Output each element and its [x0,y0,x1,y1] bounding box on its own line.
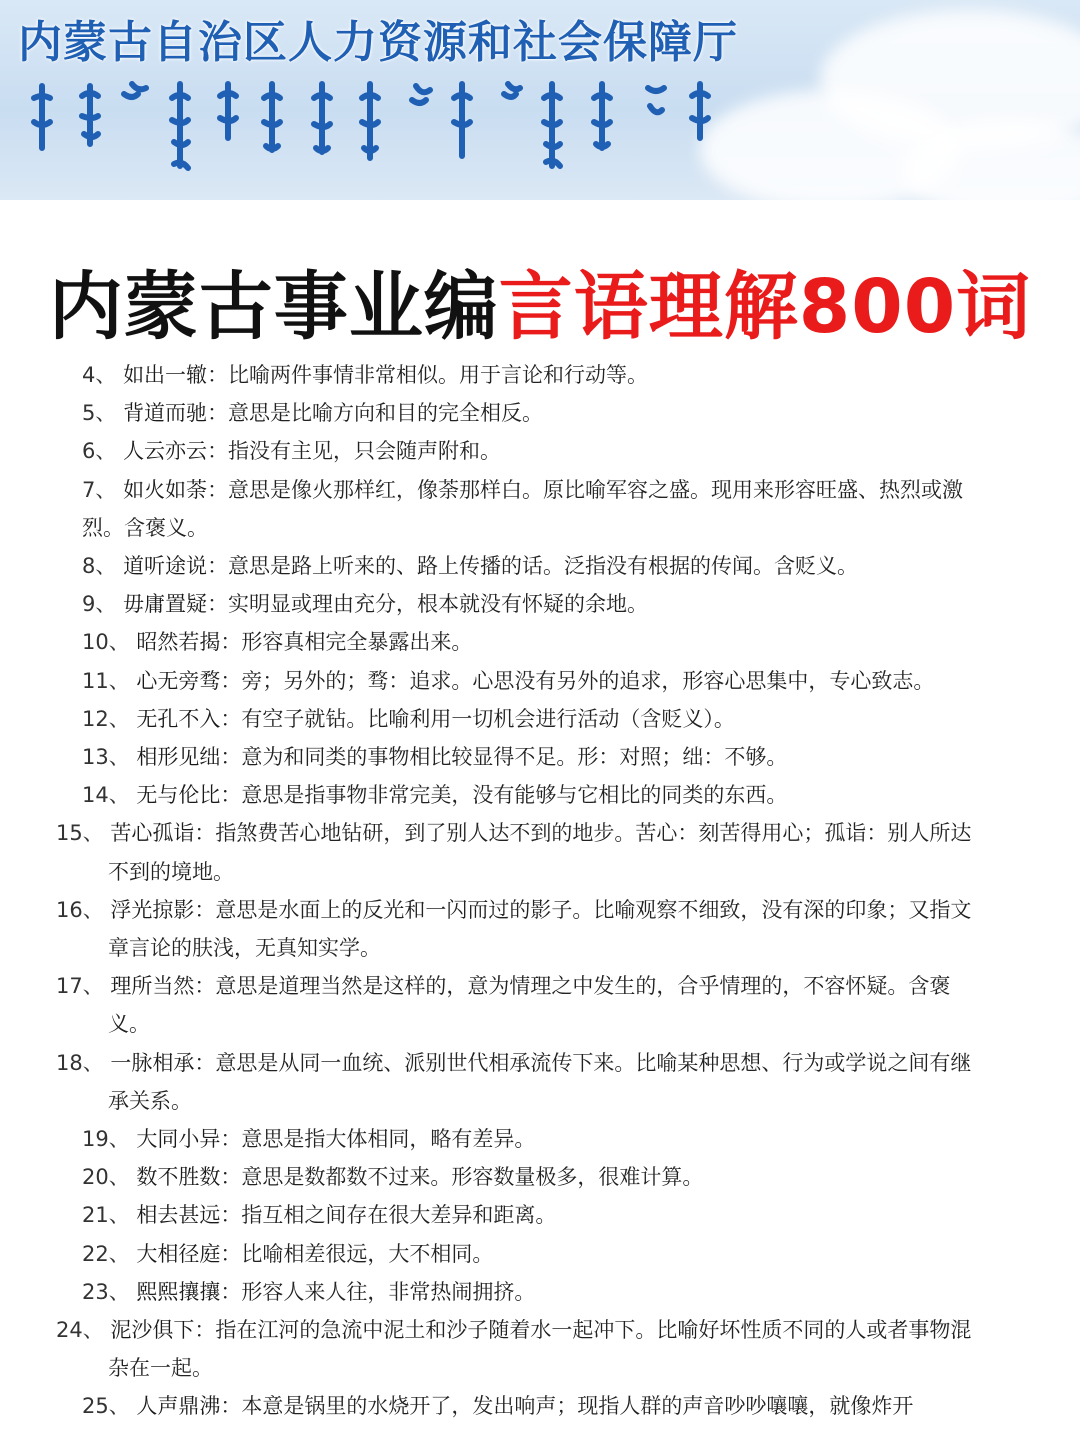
entry-term: 人声鼎沸 [136,1394,221,1419]
entry-term: 理所当然 [110,974,195,999]
list-item [56,814,982,890]
entry-term: 无与伦比 [136,783,221,808]
list-item [82,471,982,547]
entry-definition: ：有空子就钻。比喻利用一切机会进行活动（含贬义）。 [220,706,735,731]
entry-term: 如火如荼 [123,477,208,502]
entry-number: 23、 [82,1279,130,1304]
entry-term: 浮光掠影 [110,897,195,922]
entry-definition: ：意思是道理当然是这样的，意为情理之中发生的，合乎情理的，不容怀疑。含褒义。 [108,974,951,1037]
list-item [82,1120,982,1158]
list-item [82,356,982,394]
entry-number: 21、 [82,1203,130,1228]
entry-term: 心无旁骛 [136,668,221,693]
entry-number: 15、 [56,821,104,846]
list-item [82,738,982,776]
entry-definition: ：比喻两件事情非常相似。用于言论和行动等。 [207,363,649,387]
list-item [82,1196,982,1234]
entry-number: 11、 [82,668,130,693]
entry-number: 25、 [82,1394,130,1419]
list-item [82,700,982,738]
entry-number: 10、 [82,630,130,655]
entry-definition: ：实明显或理由充分，根本就没有怀疑的余地。 [207,592,649,617]
entry-term: 数不胜数 [136,1165,221,1190]
entry-definition: ：意思是像火那样红，像荼那样白。原比喻军容之盛。现用来形容旺盛、热烈或激烈。含褒义。 [82,477,964,540]
entry-term: 背道而驰 [123,401,208,426]
entry-term: 毋庸置疑 [123,592,208,617]
entry-number: 12、 [82,706,130,731]
entry-number: 13、 [82,745,130,770]
entry-definition: ：指煞费苦心地钻研，到了别人达不到的地步。苦心：刻苦得用心；孤诣：别人所达不到的境地。 [108,821,972,884]
entry-definition: ：意思是水面上的反光和一闪而过的影子。比喻观察不细致，没有深的印象；又指文章言论的肤浅，无真知实学。 [108,897,972,961]
entry-term: 泥沙俱下 [110,1318,195,1343]
entry-number: 5、 [82,401,117,426]
entry-definition: ：意思是指大体相同，略有差异。 [220,1127,536,1152]
list-item [82,662,982,700]
list-item [82,623,982,661]
entry-definition: ：指互相之间存在很大差异和距离。 [220,1203,557,1228]
list-item [56,891,982,967]
entry-definition: ：指没有主见，只会随声附和。 [207,439,502,464]
entry-number: 4、 [82,363,117,387]
entry-definition: ：意为和同类的事物相比较显得不足。形：对照；绌：不够。 [220,745,788,770]
entry-term: 无孔不入 [136,706,221,731]
list-item [82,1235,982,1273]
list-item [56,1311,982,1387]
entry-definition: ：形容真相完全暴露出来。 [220,630,473,655]
entry-number: 18、 [56,1050,104,1075]
list-item [82,394,982,432]
entry-definition: ：意思是数都数不过来。形容数量极多，很难计算。 [220,1165,704,1190]
vocabulary-list [56,356,982,1426]
entry-number: 16、 [56,897,104,922]
entry-number: 6、 [82,439,117,464]
entry-term: 大相径庭 [136,1241,221,1266]
list-item [82,547,982,585]
list-item [56,967,982,1043]
list-item [56,1044,982,1120]
list-item [82,1387,982,1425]
entry-term: 苦心孤诣 [110,821,195,846]
entry-term: 相形见绌 [136,745,221,770]
entry-term: 大同小异 [136,1127,221,1152]
entry-number: 20、 [82,1165,130,1190]
list-item [82,585,982,623]
entry-term: 一脉相承 [110,1050,195,1075]
entry-number: 7、 [82,477,117,502]
entry-number: 14、 [82,783,130,808]
entry-definition: ：意思是路上听来的、路上传播的话。泛指没有根据的传闻。含贬义。 [207,554,859,579]
entry-definition: ：意思是从同一血统、派别世代相承流传下来。比喻某种思想、行为或学说之间有继承关系。 [108,1050,972,1113]
entry-term: 人云亦云 [123,439,208,464]
entry-number: 19、 [82,1127,130,1152]
header-banner [0,0,1080,200]
list-item [82,432,982,470]
list-item [82,776,982,814]
entry-term: 昭然若揭 [136,630,221,655]
banner-title: 内蒙古自治区人力资源和社会保障厅 [18,17,738,68]
entry-number: 24、 [56,1318,104,1343]
entry-definition: ：旁；另外的；骛：追求。心思没有另外的追求，形容心思集中，专心致志。 [220,668,935,693]
entry-term: 如出一辙 [123,363,208,387]
entry-definition: ：比喻相差很远，大不相同。 [220,1241,494,1266]
mongolian-script-icon [28,78,728,178]
entry-definition: ：意思是指事物非常完美，没有能够与它相比的同类的东西。 [220,783,788,808]
page-title [0,262,1080,352]
entry-number: 8、 [82,554,117,579]
entry-term: 相去甚远 [136,1203,221,1228]
mongolian-script-logo [28,78,728,178]
list-item [82,1158,982,1196]
page-title-part1: 内蒙古事业编 [48,263,499,350]
entry-definition: ：指在江河的急流中泥土和沙子随着水一起冲下。比喻好坏性质不同的人或者事物混杂在一起。 [108,1318,972,1381]
list-item [82,1273,982,1311]
entry-number: 17、 [56,974,104,999]
entry-term: 熙熙攘攘 [136,1279,221,1304]
entry-number: 22、 [82,1241,130,1266]
entry-definition: ：意思是比喻方向和目的完全相反。 [207,401,544,426]
entry-number: 9、 [82,592,117,617]
entry-definition: ：本意是锅里的水烧开了，发出响声；现指人群的声音吵吵嚷嚷，就像炸开 [220,1394,914,1419]
entry-term: 道听途说 [123,554,208,579]
entry-definition: ：形容人来人往，非常热闹拥挤。 [220,1279,536,1304]
page-title-part2: 言语理解800词 [498,263,1032,350]
